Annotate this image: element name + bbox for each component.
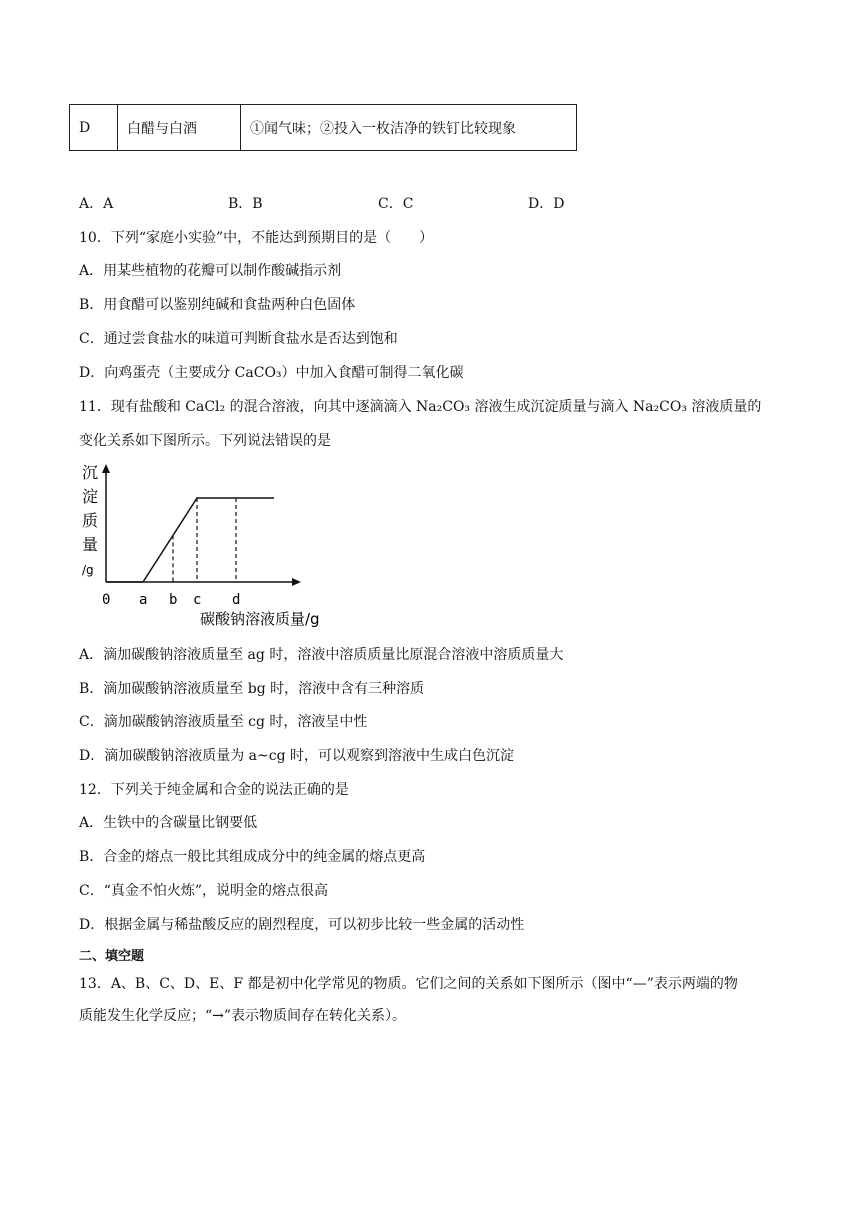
y-axis-label — [82, 463, 98, 577]
precipitate-graph — [76, 458, 336, 633]
section-heading: 二、填空题 — [79, 949, 145, 964]
y-label-char: /g — [82, 563, 94, 577]
x-tick-label: c — [193, 592, 202, 608]
y-label-char: 质 — [82, 511, 99, 530]
q9-option-a: A．A — [79, 196, 114, 212]
q12-option-b: B．合金的熔点一般比其组成成分中的纯金属的熔点更高 — [79, 849, 426, 865]
q10-option-b: B．用食醋可以鉴别纯碱和食盐两种白色固体 — [79, 297, 356, 313]
options-table — [69, 104, 577, 151]
q11-stem-line1: 11．现有盐酸和 CaCl₂ 的混合溶液，向其中逐滴滴入 Na₂CO₃ 溶液生成沉淀质量与滴入 Na₂CO₃ 溶液质量的 — [79, 399, 762, 415]
q10-stem: 10．下列“家庭小实验”中，不能达到预期目的是（ ） — [79, 230, 434, 246]
q11-option-d: D．滴加碳酸钠溶液质量为 a~cg 时，可以观察到溶液中生成白色沉淀 — [79, 748, 515, 764]
q10-option-a: A．用某些植物的花瓣可以制作酸碱指示剂 — [79, 263, 342, 279]
table-row — [70, 105, 577, 151]
y-label-char: 量 — [82, 535, 99, 554]
x-axis-arrow — [292, 578, 301, 586]
q12-stem: 12．下列关于纯金属和合金的说法正确的是 — [79, 782, 349, 798]
q9-option-d: D．D — [528, 196, 565, 212]
q11-option-c: C．滴加碳酸钠溶液质量至 cg 时，溶液呈中性 — [79, 714, 368, 730]
q11-option-b: B．滴加碳酸钠溶液质量至 bg 时，溶液中含有三种溶质 — [79, 681, 425, 697]
q10-option-c: C．通过尝食盐水的味道可判断食盐水是否达到饱和 — [79, 331, 398, 347]
x-axis-label: 碳酸钠溶液质量/g — [200, 610, 320, 628]
y-label-char: 沉 — [82, 463, 99, 482]
y-label-char: 淀 — [82, 487, 99, 506]
x-tick-label: 0 — [102, 592, 111, 608]
q13-line2: 质能发生化学反应；“→”表示物质间存在转化关系）。 — [79, 1008, 407, 1024]
q11-stem-line2: 变化关系如下图所示。下列说法错误的是 — [79, 433, 331, 449]
q12-option-c: C．“真金不怕火炼”，说明金的熔点很高 — [79, 883, 329, 899]
series-line — [106, 498, 274, 582]
y-axis-arrow — [102, 464, 110, 473]
q10-option-d: D．向鸡蛋壳（主要成分 CaCO₃）中加入食醋可制得二氧化碳 — [79, 365, 464, 381]
q12-option-a: A．生铁中的含碳量比钢要低 — [79, 815, 258, 831]
x-tick-label: a — [139, 592, 148, 608]
q12-option-d: D．根据金属与稀盐酸反应的剧烈程度，可以初步比较一些金属的活动性 — [79, 917, 525, 933]
q11-option-a: A．滴加碳酸钠溶液质量至 ag 时，溶液中溶质质量比原混合溶液中溶质质量大 — [79, 647, 564, 663]
q9-option-b: B．B — [228, 196, 263, 212]
x-tick-label: d — [232, 592, 241, 608]
q13-line1: 13．A、B、C、D、E、F 都是初中化学常见的物质。它们之间的关系如下图所示（图中“—”表示两端的物 — [79, 976, 738, 992]
q9-option-c: C．C — [378, 196, 414, 212]
table-cell-letter: D — [70, 105, 118, 151]
table-cell-method: ①闻气味；②投入一枚洁净的铁钉比较现象 — [241, 105, 577, 151]
x-tick-label: b — [169, 592, 178, 608]
table-cell-item: 白醋与白酒 — [118, 105, 241, 151]
